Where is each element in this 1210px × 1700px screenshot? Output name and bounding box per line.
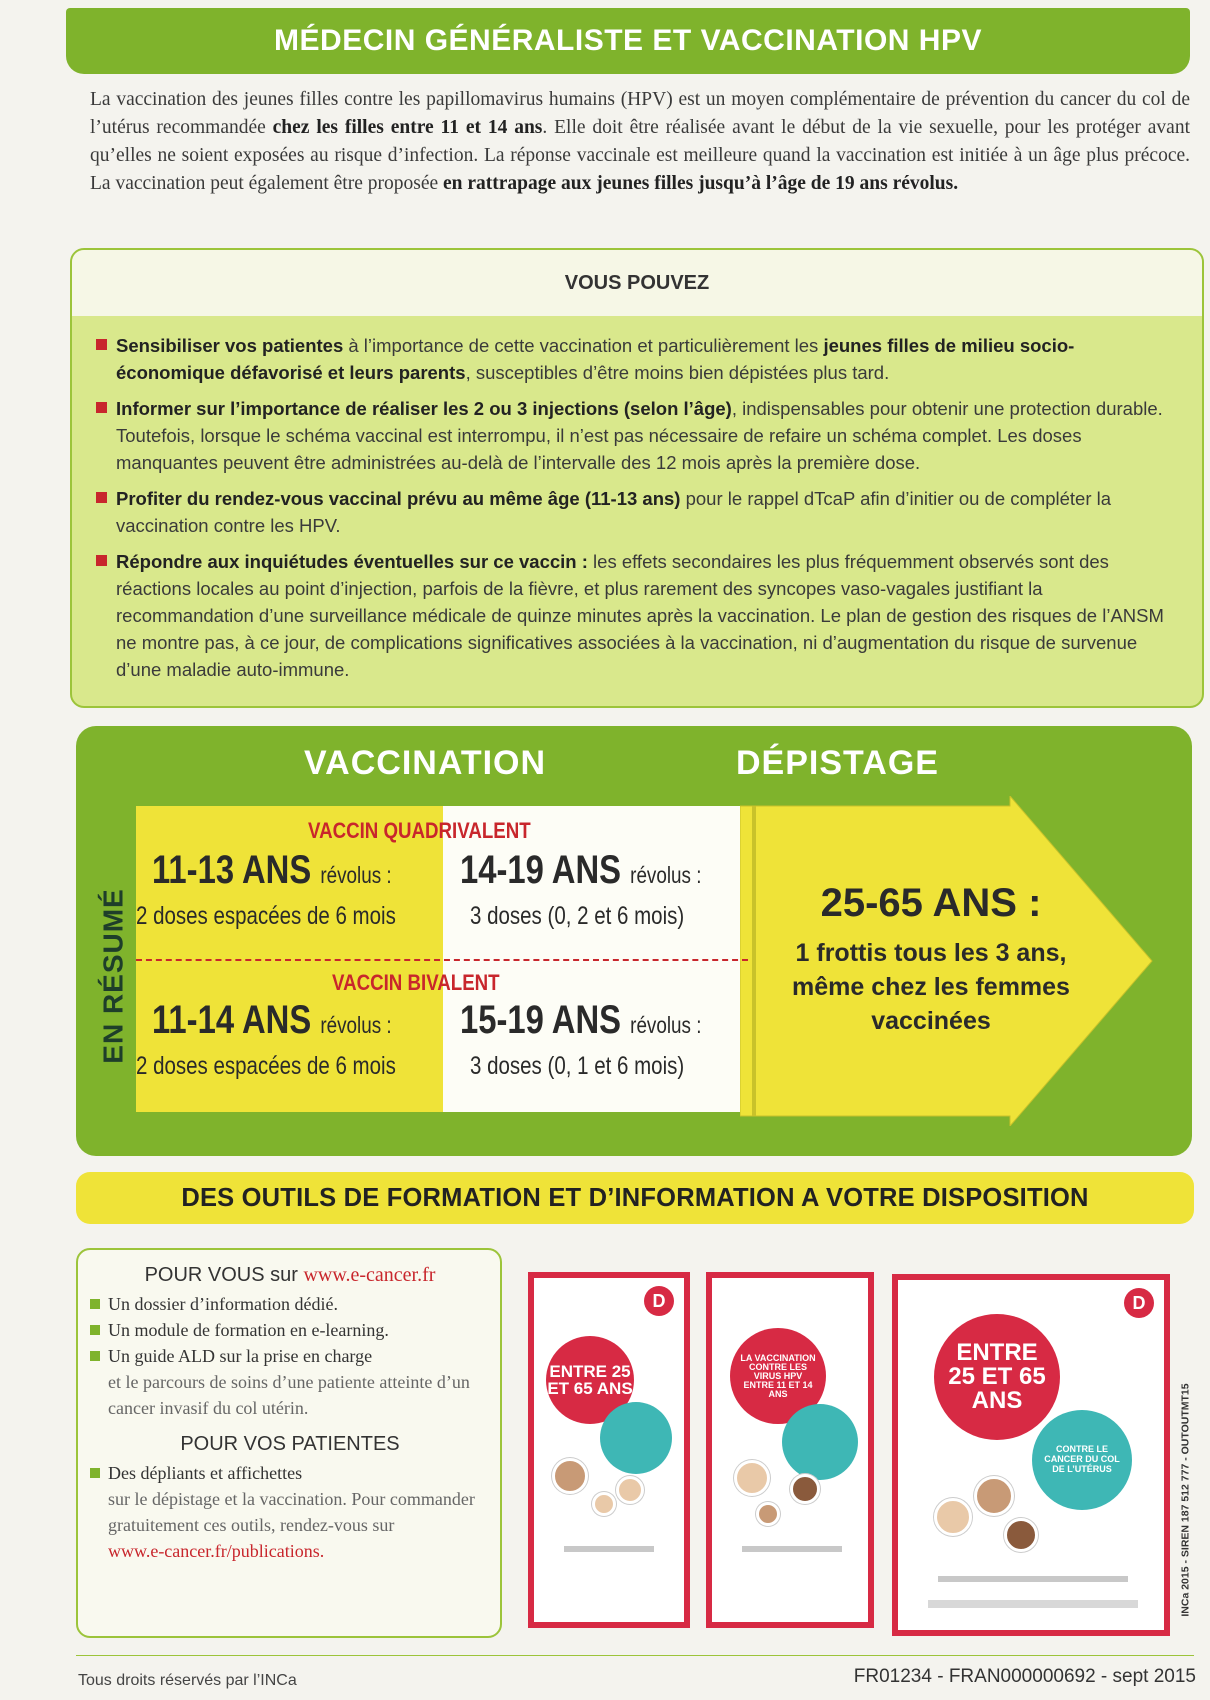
separator-dashed bbox=[136, 959, 748, 961]
publications-link[interactable]: www.e-cancer.fr/publications. bbox=[108, 1541, 325, 1561]
tools-list-box bbox=[76, 1248, 502, 1638]
for-patients-list bbox=[90, 1460, 490, 1564]
vous-pouvez-list bbox=[72, 316, 1202, 683]
bullet-square-icon bbox=[90, 1468, 100, 1478]
item-text: pour le rappel dTcaP afin d’initier ou de compléter la vaccination contre les HPV. bbox=[116, 488, 1112, 536]
biv-left-dose: 2 doses espacées de 6 mois bbox=[136, 1052, 396, 1080]
age-suffix: révolus : bbox=[320, 1012, 392, 1038]
item-text: Un dossier d’information dédié. bbox=[108, 1294, 338, 1314]
age-suffix: révolus : bbox=[320, 862, 392, 888]
bullet-square-icon bbox=[96, 402, 107, 413]
portrait-image bbox=[592, 1492, 616, 1516]
for-patients-heading: POUR VOS PATIENTES bbox=[180, 1433, 400, 1455]
list-item bbox=[90, 1291, 490, 1317]
bullet-square-icon bbox=[90, 1299, 100, 1309]
portrait-image bbox=[552, 1458, 588, 1494]
item-text: à l’importance de cette vaccination et particulièrement les bbox=[343, 335, 824, 356]
age-suffix: révolus : bbox=[630, 1012, 702, 1038]
inca-logo-icon: D bbox=[1124, 1288, 1154, 1318]
quadrivalent-label: VACCIN QUADRIVALENT bbox=[308, 818, 531, 843]
age-text: 11-14 ANS bbox=[152, 998, 312, 1042]
biv-right-dose: 3 doses (0, 1 et 6 mois) bbox=[470, 1052, 685, 1080]
for-you-heading bbox=[90, 1264, 490, 1287]
age-text: 15-19 ANS bbox=[460, 998, 622, 1042]
list-item bbox=[90, 1460, 490, 1486]
portrait-image bbox=[734, 1460, 770, 1496]
item-text: , susceptibles d’être moins bien dépistées plus tard. bbox=[465, 362, 890, 383]
item-bold: Informer sur l’importance de réaliser les 2 ou 3 injections (selon l’âge) bbox=[116, 398, 732, 419]
item-text: Un guide ALD sur la prise en charge bbox=[108, 1346, 373, 1366]
footer-bar bbox=[564, 1546, 654, 1552]
item-bold: jeunes filles de milieu socio-économique défavorisé et leurs parents bbox=[116, 335, 1075, 383]
age-text: 14-19 ANS bbox=[460, 848, 622, 892]
brochure-depistage bbox=[528, 1272, 690, 1628]
list-item bbox=[96, 332, 1176, 386]
brochure-teal-bubble: CONTRE LE CANCER DU COL DE L’UTÉRUS bbox=[1032, 1410, 1132, 1510]
bullet-square-icon bbox=[96, 339, 107, 350]
age-suffix: révolus : bbox=[630, 862, 702, 888]
quad-right-age bbox=[460, 848, 701, 893]
tools-heading: DES OUTILS DE FORMATION ET D’INFORMATION A VOTRE DISPOSITION bbox=[76, 1172, 1194, 1224]
bullet-square-icon bbox=[90, 1325, 100, 1335]
item-text: les effets secondaires les plus fréquemment observés sont des réactions locales au point d’injection, parfois de la fièvre, et plus rarement des syncopes vaso-vagales justifiant la recommandation d’une surveillance médicale de quinze minutes après la vaccination. Le plan de gestion des risques de l’ANSM ne montre pas, à ce jour, de complications significatives associées à la vaccination, ni d’augmentation du risque de survenue d’une maladie auto-immune. bbox=[116, 551, 1164, 680]
vous-pouvez-box bbox=[70, 248, 1204, 708]
item-text: Un module de formation en e-learning. bbox=[108, 1320, 389, 1340]
e-cancer-link[interactable]: www.e-cancer.fr bbox=[303, 1264, 436, 1286]
side-credit-text: INCa 2015 - SIREN 187 512 777 - OUTOUTMT15 bbox=[1180, 1383, 1192, 1617]
bullet-square-icon bbox=[90, 1351, 100, 1361]
portrait-image bbox=[756, 1502, 780, 1526]
depistage-line: 1 frottis tous les 3 ans, bbox=[795, 939, 1067, 967]
footer-reference: FR01234 - FRAN000000692 - sept 2015 bbox=[853, 1666, 1196, 1687]
depistage-text bbox=[756, 936, 1106, 1038]
inca-logo-icon: D bbox=[644, 1286, 674, 1316]
intro-text-1: La vaccination des jeunes filles contre les papillomavirus humains (HPV) est un moyen complémentaire de prévention du cancer du col de l’utérus recommandée bbox=[90, 89, 1190, 138]
list-item bbox=[90, 1317, 490, 1343]
quad-right-dose: 3 doses (0, 2 et 6 mois) bbox=[470, 902, 685, 930]
portrait-image bbox=[616, 1476, 644, 1504]
side-credit bbox=[1176, 1350, 1196, 1650]
brochure-red-bubble: ENTRE 25 ET 65 ANS bbox=[546, 1336, 634, 1424]
depistage-line: vaccinées bbox=[871, 1007, 991, 1035]
depistage-heading: DÉPISTAGE bbox=[736, 744, 939, 782]
vaccination-heading: VACCINATION bbox=[304, 744, 547, 782]
footer-divider bbox=[76, 1655, 1194, 1656]
list-item-continuation: et le parcours de soins d’une patiente atteinte d’un cancer invasif du col utérin. bbox=[108, 1372, 470, 1418]
page-title-bar bbox=[66, 8, 1190, 74]
portrait-image bbox=[934, 1498, 972, 1536]
resume-side-label bbox=[94, 876, 134, 1076]
footer-rights: Tous droits réservés par l’INCa bbox=[78, 1672, 297, 1689]
list-item-continuation: sur le dépistage et la vaccination. Pour commander gratuitement ces outils, rendez-vous sur bbox=[108, 1489, 475, 1535]
biv-right-age bbox=[460, 998, 701, 1043]
brochure-teal-bubble bbox=[782, 1404, 858, 1480]
portrait-image bbox=[1004, 1518, 1038, 1552]
list-item bbox=[90, 1343, 490, 1369]
item-bold: Profiter du rendez-vous vaccinal prévu au même âge (11-13 ans) bbox=[116, 488, 681, 509]
footer-bar bbox=[938, 1576, 1128, 1582]
brochure-vaccination bbox=[706, 1272, 874, 1628]
item-text: , indispensables pour obtenir une protection durable. Toutefois, lorsque le schéma vaccinal est interrompu, il n’est pas nécessaire de refaire un schéma complet. Les doses manquantes peuvent être administrées au-delà de l’intervalle des 12 mois après la première dose. bbox=[116, 398, 1163, 473]
list-item bbox=[96, 395, 1176, 476]
age-text: 11-13 ANS bbox=[152, 848, 312, 892]
intro-paragraph bbox=[90, 86, 1190, 198]
partner-logos bbox=[928, 1600, 1138, 1608]
intro-bold-1: chez les filles entre 11 et 14 ans bbox=[272, 117, 543, 138]
brochure-teal-bubble bbox=[600, 1402, 672, 1474]
portrait-image bbox=[790, 1474, 820, 1504]
list-item bbox=[96, 548, 1176, 683]
item-text: Des dépliants et affichettes bbox=[108, 1463, 303, 1483]
bivalent-label: VACCIN BIVALENT bbox=[332, 970, 500, 995]
quad-left-age bbox=[152, 848, 392, 893]
side-label-text: EN RÉSUMÉ bbox=[98, 888, 129, 1064]
for-you-list bbox=[90, 1291, 490, 1421]
intro-text-2: . Elle doit être réalisée avant le début de la vie sexuelle, pour les protéger avant qu’elles ne soient exposées au risque d’infection. La réponse vaccinale est meilleure quand la vaccination est initiée à un âge plus précoce. La vaccination peut également être proposée bbox=[90, 117, 1190, 194]
page-title: MÉDECIN GÉNÉRALISTE ET VACCINATION HPV bbox=[274, 24, 982, 57]
biv-left-age bbox=[152, 998, 392, 1043]
resume-panel bbox=[76, 726, 1192, 1156]
bullet-square-icon bbox=[96, 492, 107, 503]
footer-bar bbox=[742, 1546, 842, 1552]
for-you-prefix: POUR VOUS sur bbox=[144, 1264, 304, 1286]
depistage-line: même chez les femmes bbox=[792, 973, 1070, 1001]
bullet-square-icon bbox=[96, 555, 107, 566]
item-bold: Sensibiliser vos patientes bbox=[116, 335, 344, 356]
brochure-affiche bbox=[892, 1274, 1170, 1636]
portrait-image bbox=[974, 1476, 1014, 1516]
brochure-red-bubble: ENTRE 25 ET 65 ANS bbox=[934, 1314, 1060, 1440]
vous-pouvez-heading: VOUS POUVEZ bbox=[72, 250, 1202, 316]
list-item bbox=[96, 485, 1176, 539]
brochure-red-bubble: LA VACCINATION CONTRE LES VIRUS HPV ENTRE 11 ET 14 ANS bbox=[730, 1328, 826, 1424]
depistage-age: 25-65 ANS : bbox=[820, 881, 1042, 925]
quad-left-dose: 2 doses espacées de 6 mois bbox=[136, 902, 396, 930]
intro-bold-2: en rattrapage aux jeunes filles jusqu’à l’âge de 19 ans révolus. bbox=[443, 173, 959, 194]
item-bold: Répondre aux inquiétudes éventuelles sur ce vaccin : bbox=[116, 551, 588, 572]
